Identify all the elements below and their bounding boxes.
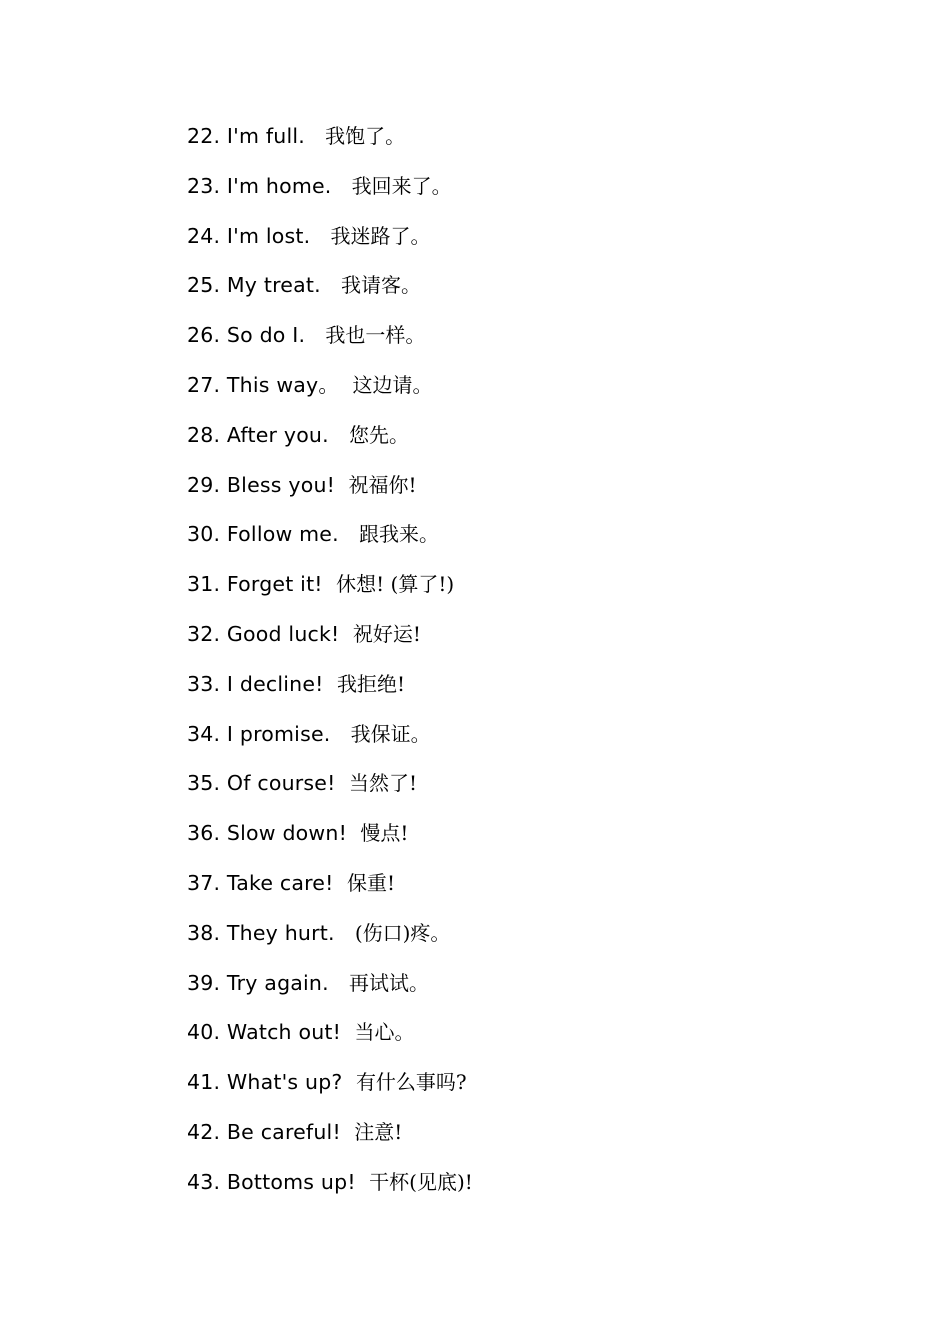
list-item bbox=[187, 1064, 473, 1114]
list-item bbox=[187, 666, 473, 716]
phrase-chinese: 当然了! bbox=[348, 771, 418, 796]
list-item bbox=[187, 1164, 473, 1214]
phrase-english: 35. Of course! bbox=[187, 771, 349, 796]
phrase-chinese: 我拒绝! bbox=[337, 671, 406, 696]
phrase-english: 42. Be careful! bbox=[187, 1119, 355, 1144]
phrase-english: 33. I decline! bbox=[187, 671, 338, 696]
phrase-english: 22. I'm full. bbox=[187, 124, 326, 148]
list-item bbox=[187, 566, 473, 616]
phrase-chinese: 休想! (算了!) bbox=[336, 572, 455, 597]
phrase-chinese: 您先。 bbox=[349, 422, 409, 447]
list-item bbox=[187, 1114, 473, 1164]
list-item bbox=[187, 915, 473, 965]
phrase-chinese: 保重! bbox=[346, 870, 395, 895]
phrase-chinese: 我迷路了。 bbox=[330, 223, 431, 248]
phrase-english: 41. What's up? bbox=[187, 1070, 356, 1095]
list-item bbox=[187, 965, 473, 1015]
list-item bbox=[187, 516, 473, 566]
list-item bbox=[187, 367, 473, 417]
phrase-english: 27. This way。 bbox=[187, 372, 353, 397]
phrase-chinese: 跟我来。 bbox=[359, 522, 439, 547]
phrase-chinese: 当心。 bbox=[354, 1020, 415, 1045]
list-item bbox=[187, 168, 473, 218]
phrase-chinese: 我请客。 bbox=[340, 273, 421, 298]
list-item bbox=[187, 716, 473, 766]
phrase-english: 43. Bottoms up! bbox=[187, 1169, 370, 1194]
phrase-chinese: 我也一样。 bbox=[325, 323, 426, 348]
phrase-chinese: 这边请。 bbox=[352, 372, 433, 397]
list-item bbox=[187, 467, 473, 517]
phrase-list bbox=[187, 118, 473, 1214]
phrase-chinese: 我保证。 bbox=[350, 721, 431, 746]
phrase-chinese: 干杯(见底)! bbox=[369, 1169, 473, 1194]
list-item bbox=[187, 218, 473, 268]
phrase-chinese: 注意! bbox=[354, 1119, 403, 1144]
list-item bbox=[187, 765, 473, 815]
phrase-english: 26. So do I. bbox=[187, 323, 326, 348]
phrase-english: 37. Take care! bbox=[187, 870, 347, 895]
list-item bbox=[187, 865, 473, 915]
phrase-english: 30. Follow me. bbox=[187, 522, 359, 547]
phrase-english: 39. Try again. bbox=[187, 970, 349, 995]
phrase-english: 38. They hurt. bbox=[187, 920, 355, 945]
list-item bbox=[187, 616, 473, 666]
phrase-chinese: 再试试。 bbox=[349, 970, 429, 995]
phrase-english: 25. My treat. bbox=[187, 273, 341, 298]
phrase-english: 28. After you. bbox=[187, 422, 349, 447]
list-item bbox=[187, 317, 473, 367]
phrase-chinese: 祝福你! bbox=[348, 472, 417, 497]
phrase-english: 31. Forget it! bbox=[187, 572, 337, 597]
phrase-english: 23. I'm home. bbox=[187, 173, 352, 198]
list-item bbox=[187, 267, 473, 317]
list-item bbox=[187, 815, 473, 865]
phrase-chinese: (伤口)疼。 bbox=[354, 920, 451, 945]
phrase-chinese: 祝好运! bbox=[352, 621, 421, 646]
list-item bbox=[187, 1014, 473, 1064]
phrase-chinese: 慢点! bbox=[360, 821, 409, 846]
phrase-english: 40. Watch out! bbox=[187, 1020, 355, 1045]
phrase-english: 32. Good luck! bbox=[187, 621, 353, 646]
phrase-chinese: 我回来了。 bbox=[351, 173, 452, 198]
phrase-english: 36. Slow down! bbox=[187, 821, 361, 846]
phrase-english: 34. I promise. bbox=[187, 721, 351, 746]
list-item bbox=[187, 417, 473, 467]
phrase-chinese: 我饱了。 bbox=[325, 124, 406, 148]
phrase-chinese: 有什么事吗? bbox=[355, 1070, 467, 1095]
phrase-english: 24. I'm lost. bbox=[187, 223, 331, 248]
list-item bbox=[187, 118, 473, 168]
phrase-english: 29. Bless you! bbox=[187, 472, 349, 497]
